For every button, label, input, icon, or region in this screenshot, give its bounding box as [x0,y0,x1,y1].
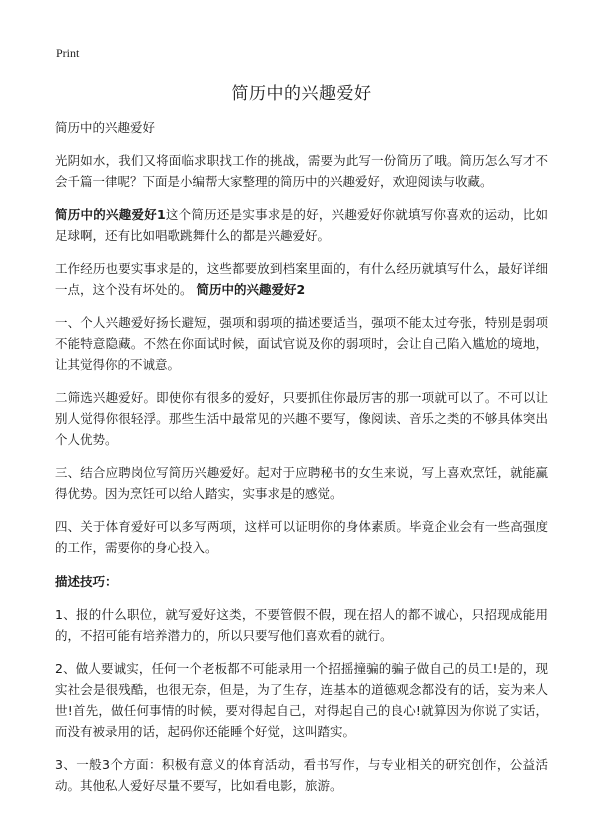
point-1: 一、个人兴趣爱好扬长避短，强项和弱项的描述要适当，强项不能太过夸张，特别是弱项不能特意隐藏。不然在你面试时候，面试官说及你的弱项时，会让自己陷入尴尬的境地，让其觉得你的不诚意。 [55,315,548,372]
intro-paragraph: 光阴如水，我们又将面临求职找工作的挑战，需要为此写一份简历了哦。简历怎么写才不会千篇一律呢？下面是小编帮大家整理的简历中的兴趣爱好，欢迎阅读与收藏。 [55,153,548,189]
tip-1: 1、报的什么职位，就写爱好这类，不要管假不假，现在招人的都不诚心，只招现成能用的，不招可能有培养潜力的，所以只要写他们喜欢看的就行。 [55,607,548,643]
page-title: 简历中的兴趣爱好 [231,84,372,104]
tips-heading: 描述技巧： [55,574,118,589]
work-experience-text: 工作经历也要实事求是的，这些都要放到档案里面的，有什么经历就填写什么，最好详细一点，这个没有坏处的。 [55,261,548,297]
tip-2: 2、做人要诚实，任何一个老板都不可能录用一个招摇撞骗的骗子做自己的员工!是的，现实社会是很残酷，也很无奈，但是，为了生存，连基本的道德观念都没有的话，妄为来人世!首先，做任何事情的时候，要对得起自己，对得起自己的良心!就算因为你说了实话，而没有被录用的话，起码你还能睡个好觉，这叫踏实。 [55,661,548,739]
section-1-paragraph [55,204,548,246]
section-1-text: 这个简历还是实事求是的好，兴趣爱好你就填写你喜欢的运动，比如足球啊，还有比如唱歌跳舞什么的都是兴趣爱好。 [55,207,548,243]
point-4: 四、关于体育爱好可以多写两项，这样可以证明你的身体素质。毕竟企业会有一些高强度的工作，需要你的身心投入。 [55,519,548,555]
document-subtitle: 简历中的兴趣爱好 [55,120,156,135]
print-link[interactable]: Print [56,46,80,60]
point-3: 三、结合应聘岗位写简历兴趣爱好。起对于应聘秘书的女生来说，写上喜欢烹饪，就能赢得优势。因为烹饪可以给人踏实，实事求是的感觉。 [55,465,548,501]
tip-3: 3、一般3个方面：积极有意义的体育活动，看书写作，与专业相关的研究创作，公益活动。其他私人爱好尽量不要写，比如看电影，旅游。 [55,757,548,793]
work-experience-paragraph [55,258,548,300]
section-2-heading: 简历中的兴趣爱好2 [196,282,306,297]
point-2: 二筛选兴趣爱好。即使你有很多的爱好，只要抓住你最厉害的那一项就可以了。不可以让别人觉得你很轻浮。那些生活中最常见的兴趣不要写，像阅读、音乐之类的不够具体突出个人优势。 [55,390,548,447]
section-1-heading: 简历中的兴趣爱好1 [55,207,166,222]
